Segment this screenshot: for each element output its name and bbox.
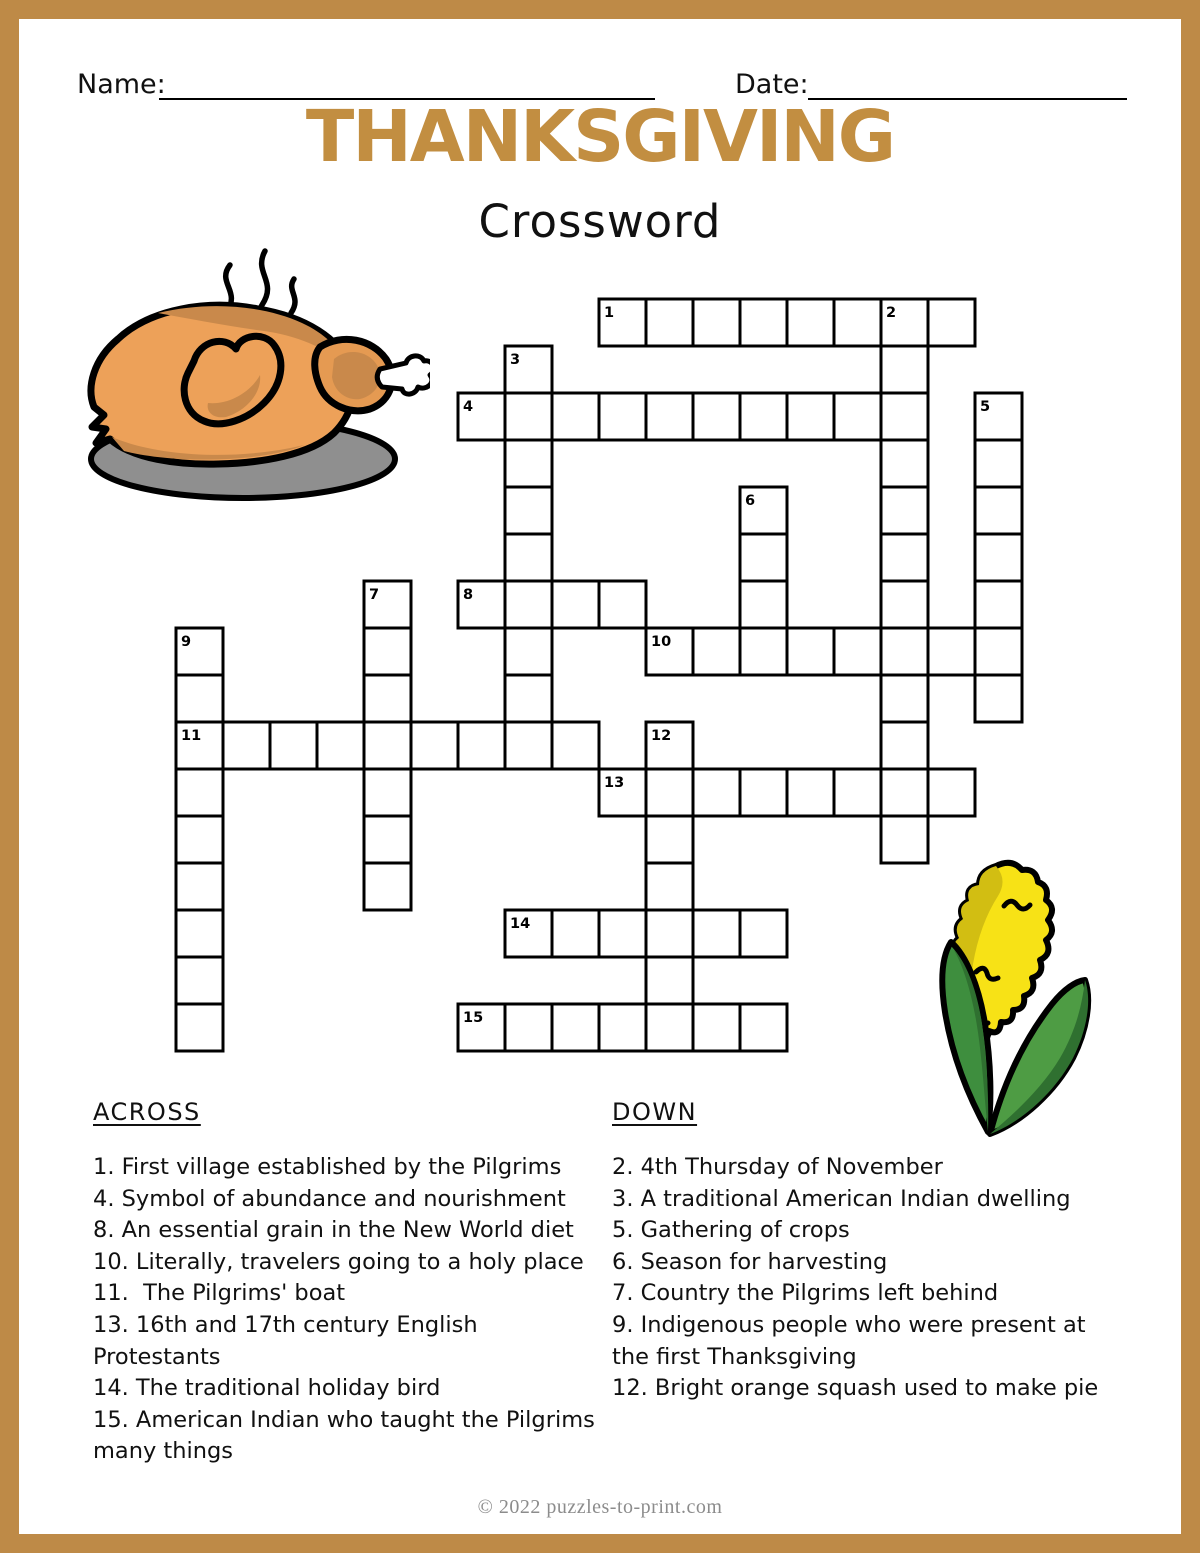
grid-cell [928,628,975,675]
grid-cell [881,628,928,675]
grid-cell [740,628,787,675]
grid-cell [881,722,928,769]
grid-cell [787,628,834,675]
grid-number: 14 [510,916,531,932]
grid-number: 12 [651,728,672,744]
grid-cell [505,628,552,675]
grid-cell [505,393,552,440]
grid-cell [740,393,787,440]
grid-cell [646,957,693,1004]
grid-cell [176,769,223,816]
grid-cell [552,1004,599,1051]
grid-cell [740,299,787,346]
clue-line: 9. Indigenous people who were present at [612,1311,1086,1338]
clue-line: 14. The traditional holiday bird [93,1375,441,1402]
grid-cell [505,487,552,534]
grid-cell [881,393,928,440]
grid-number: 6 [745,493,756,509]
grid-cell [505,534,552,581]
grid-cell [646,393,693,440]
grid-cell [787,769,834,816]
grid-cell [646,863,693,910]
grid-cell [787,299,834,346]
grid-number: 4 [463,399,474,415]
grid-cell [740,1004,787,1051]
date-label: Date: [735,69,809,100]
grid-number: 9 [181,634,192,650]
grid-cell [552,393,599,440]
grid-number: 10 [651,634,672,650]
grid-cell [834,393,881,440]
across-clue-list [93,1152,595,1468]
down-heading: DOWN [612,1098,698,1126]
grid-cell [270,722,317,769]
grid-cell [787,393,834,440]
grid-cell [364,628,411,675]
name-label: Name: [77,69,166,100]
grid-cell [693,393,740,440]
grid-number: 15 [463,1010,484,1026]
clue-line: Protestants [93,1343,221,1370]
grid-cell [411,722,458,769]
grid-cell [975,628,1022,675]
grid-cell [740,534,787,581]
clue-line: 6. Season for harvesting [612,1248,888,1275]
grid-number: 11 [181,728,202,744]
grid-cell [176,675,223,722]
grid-cell [740,910,787,957]
grid-cell [693,769,740,816]
grid-cell [505,1004,552,1051]
grid-cell [552,722,599,769]
grid-cell [646,816,693,863]
clue-line: 5. Gathering of crops [612,1217,850,1244]
grid-cell [881,581,928,628]
grid-cell [599,910,646,957]
footer-credit: © 2022 puzzles-to-print.com [477,1496,723,1518]
clue-line: 1. First village established by the Pilgrims [93,1154,562,1180]
grid-cell [881,675,928,722]
grid-number: 13 [604,775,625,791]
clue-line: 4. Symbol of abundance and nourishment [93,1185,566,1212]
grid-number: 5 [980,399,991,415]
grid-cell [834,628,881,675]
down-clue-list [612,1152,1098,1405]
grid-cell [740,581,787,628]
grid-cell [646,1004,693,1051]
grid-number: 1 [604,305,615,321]
clue-line: the first Thanksgiving [612,1343,857,1370]
clue-line: 10. Literally, travelers going to a holy place [93,1248,584,1275]
grid-cell [599,581,646,628]
grid-cell [317,722,364,769]
grid-cell [505,675,552,722]
grid-cell [176,1004,223,1051]
grid-cell [176,957,223,1004]
grid-cell [928,299,975,346]
grid-cell [975,487,1022,534]
grid-cell [881,769,928,816]
grid-cell [928,769,975,816]
page-title: THANKSGIVING [305,95,895,178]
grid-cell [364,816,411,863]
grid-cell [693,628,740,675]
grid-cell [693,1004,740,1051]
clue-line: 11. The Pilgrims' boat [93,1280,346,1307]
grid-cell [176,910,223,957]
grid-number: 3 [510,352,521,368]
grid-number: 7 [369,587,380,603]
grid-cell [364,863,411,910]
grid-cell [975,440,1022,487]
grid-cell [599,1004,646,1051]
grid-cell [364,722,411,769]
grid-cell [740,769,787,816]
clue-line: 7. Country the Pilgrims left behind [612,1280,999,1307]
grid-cell [505,440,552,487]
grid-cell [646,769,693,816]
grid-cell [552,581,599,628]
grid-cell [505,722,552,769]
clue-line: many things [93,1438,234,1465]
grid-cell [881,534,928,581]
grid-cell [881,487,928,534]
grid-number: 8 [463,587,474,603]
grid-cell [223,722,270,769]
clue-line: 2. 4th Thursday of November [612,1154,943,1180]
grid-cell [646,910,693,957]
grid-cell [552,910,599,957]
grid-cell [975,581,1022,628]
grid-cell [834,769,881,816]
grid-cell [458,722,505,769]
grid-cell [176,816,223,863]
page-subtitle: Crossword [478,195,722,248]
grid-number: 2 [886,305,897,321]
grid-cell [693,910,740,957]
clue-line: 15. American Indian who taught the Pilgrims [93,1406,595,1433]
grid-cell [975,675,1022,722]
corn-illustration [896,856,1108,1140]
across-heading: ACROSS [93,1098,201,1126]
clue-line: 12. Bright orange squash used to make pie [612,1375,1099,1402]
grid-cell [693,299,740,346]
grid-cell [881,346,928,393]
grid-cell [881,440,928,487]
clue-line: 8. An essential grain in the New World diet [93,1217,574,1244]
grid-cell [505,581,552,628]
clue-line: 13. 16th and 17th century English [93,1311,478,1338]
grid-cell [599,393,646,440]
grid-cell [975,534,1022,581]
grid-cell [176,863,223,910]
grid-cell [646,299,693,346]
grid-cell [364,769,411,816]
clue-line: 3. A traditional American Indian dwelling [612,1185,1071,1212]
grid-cell [834,299,881,346]
grid-cell [364,675,411,722]
